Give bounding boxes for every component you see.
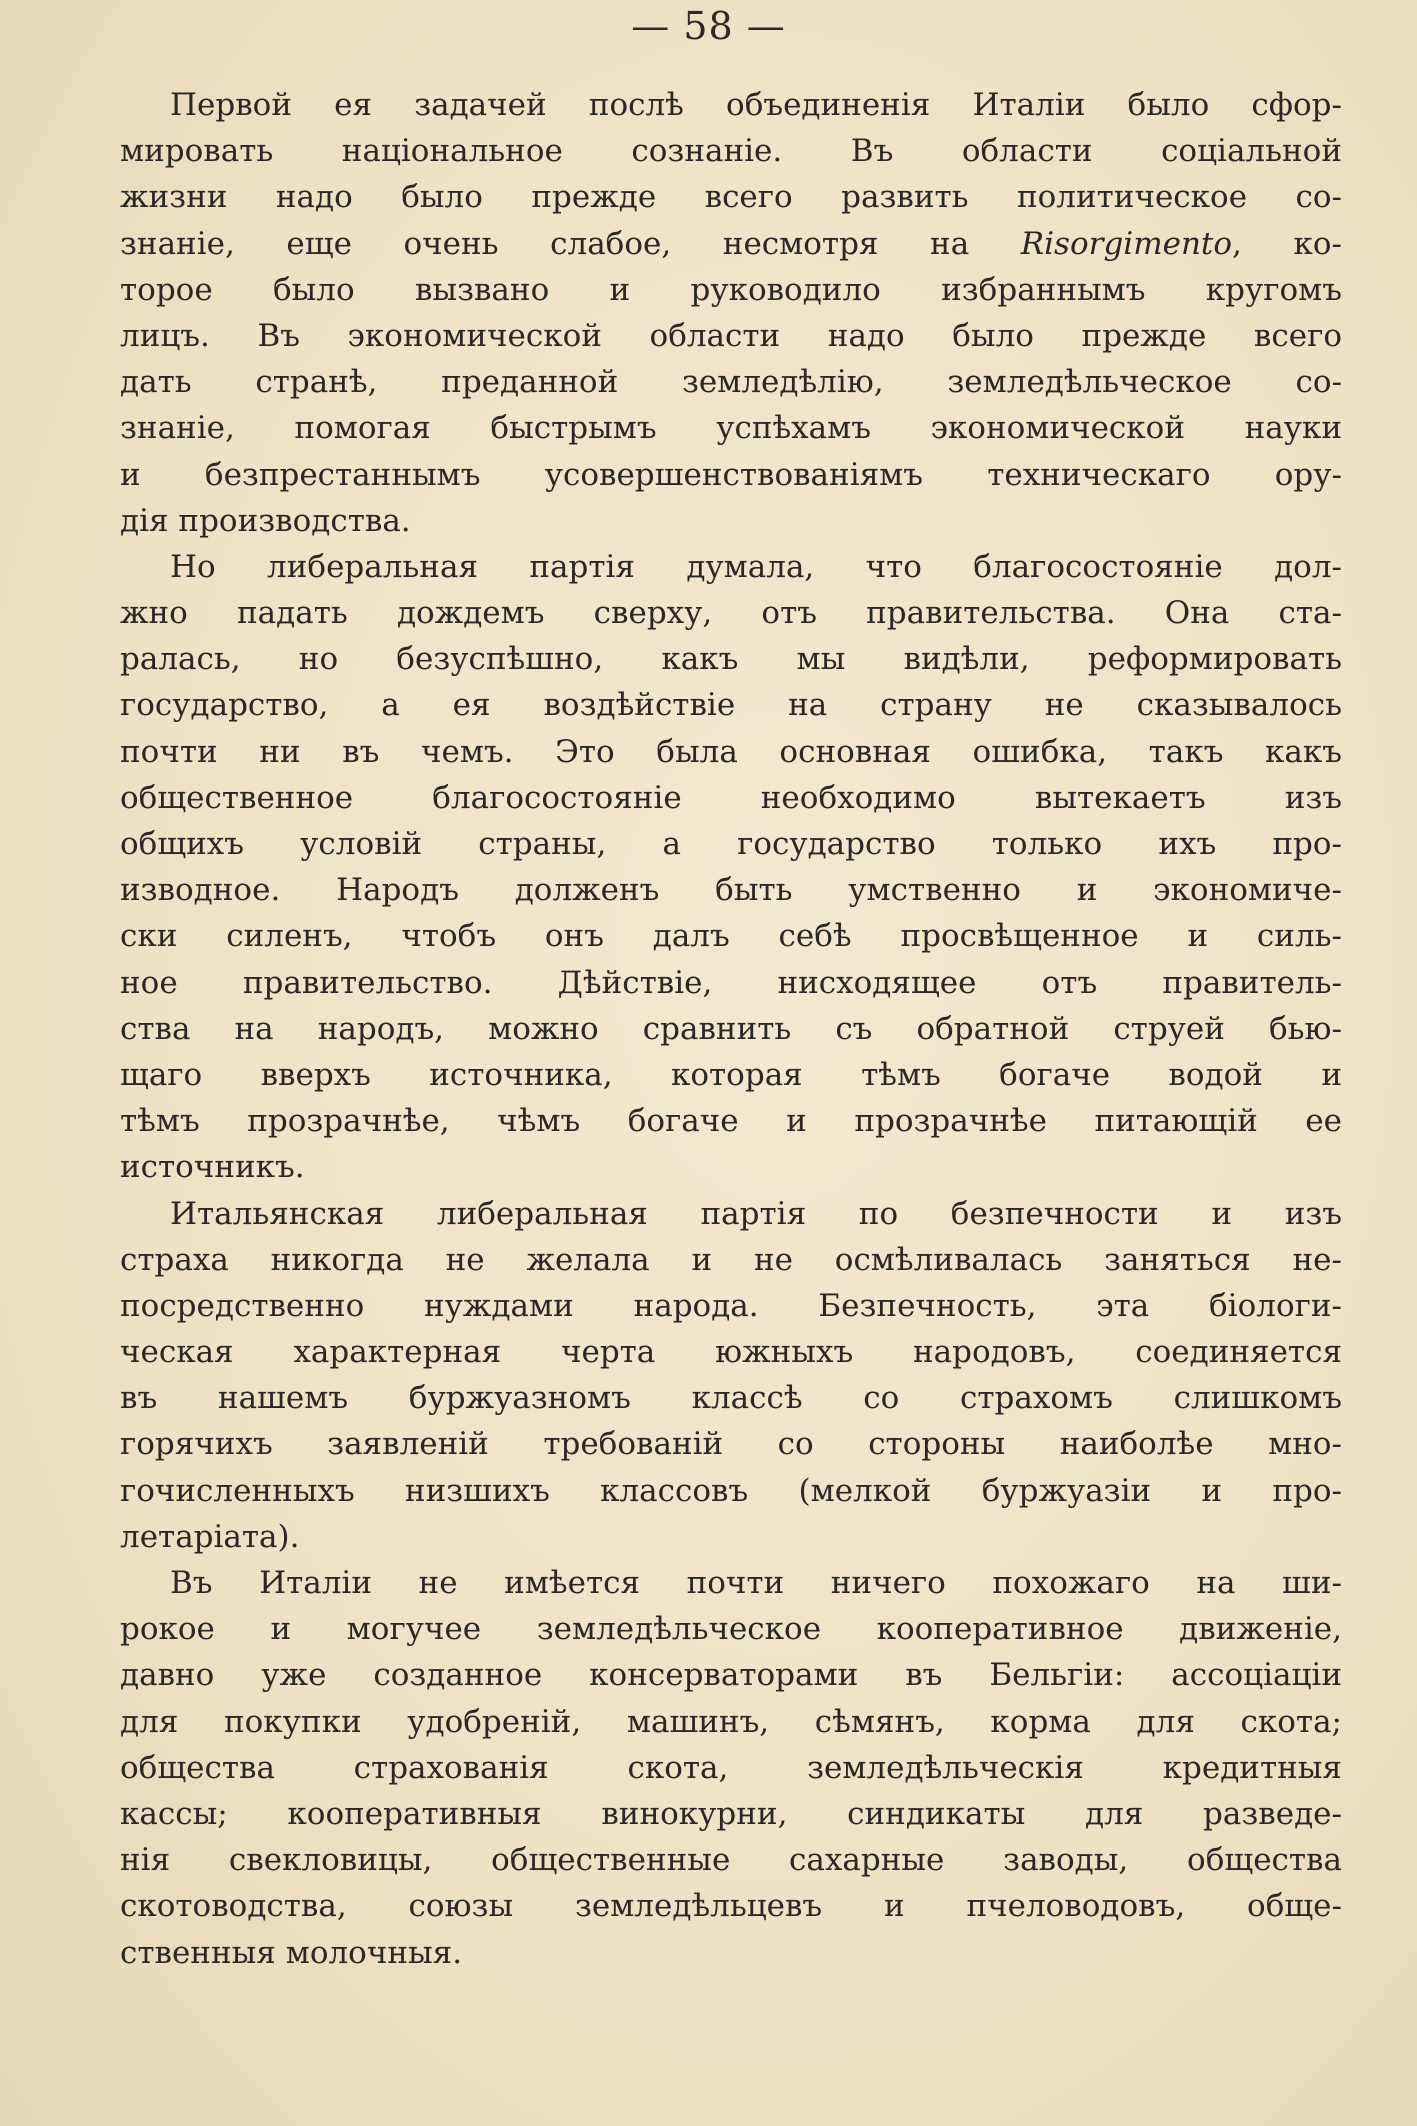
text-line: государство, а ея воздѣйствіе на страну не сказывалось xyxy=(120,687,1342,724)
text-line: Но либеральная партія думала, что благосостояніе дол- xyxy=(170,548,1342,585)
text-line: нія свекловицы, общественные сахарные заводы, общества xyxy=(120,1842,1342,1879)
text-line: дія производства. xyxy=(120,502,411,539)
text-line: давно уже созданное консерваторами въ Бельгіи: ассоціаціи xyxy=(120,1657,1342,1694)
text-line: общихъ условій страны, а государство только ихъ про- xyxy=(120,826,1342,862)
text-line: Итальянская либеральная партія по безпечности и изъ xyxy=(170,1195,1342,1232)
text-line: ственныя молочныя. xyxy=(120,1934,463,1971)
text-line: страха никогда не желала и не осмѣливалась заняться не- xyxy=(120,1241,1342,1278)
text-line: торое было вызвано и руководило избраннымъ кругомъ xyxy=(120,271,1342,308)
text-line: кассы; кооперативныя винокурни, синдикаты для разведе- xyxy=(120,1795,1342,1832)
text-line: Первой ея задачей послѣ объединенія Италіи было сфор- xyxy=(170,87,1342,123)
text-line: скотоводства, союзы земледѣльцевъ и пчеловодовъ, обще- xyxy=(120,1888,1342,1925)
italic-term: Risorgimento xyxy=(1020,225,1233,262)
text-line: посредственно нуждами народа. Безпечность, эта біологи- xyxy=(120,1287,1342,1324)
text-line: ческая характерная черта южныхъ народовъ, соединяется xyxy=(120,1334,1342,1371)
paragraph xyxy=(120,1191,1342,1561)
text-line: знаніе, помогая быстрымъ успѣхамъ экономической науки xyxy=(120,410,1342,447)
text-line: общества страхованія скота, земледѣльческія кредитныя xyxy=(120,1749,1342,1786)
text-line: дать странѣ, преданной земледѣлію, земледѣльческое со- xyxy=(120,364,1342,401)
text-line: изводное. Народъ долженъ быть умственно и экономиче- xyxy=(120,872,1342,909)
text-line: рокое и могучее земледѣльческое кооперативное движеніе, xyxy=(120,1611,1342,1648)
text-line: ралась, но безуспѣшно, какъ мы видѣли, реформировать xyxy=(120,641,1342,678)
text-line: источникъ. xyxy=(120,1149,305,1186)
text-line: ски силенъ, чтобъ онъ далъ себѣ просвѣщенное и силь- xyxy=(120,918,1342,955)
paragraph xyxy=(120,1560,1342,1976)
text-line: для покупки удобреній, машинъ, сѣмянъ, корма для скота; xyxy=(120,1703,1342,1740)
text-line: общественное благосостояніе необходимо вытекаетъ изъ xyxy=(120,779,1342,816)
text-line: ства на народъ, можно сравнить съ обратной струей бью- xyxy=(120,1010,1342,1047)
text-line: и безпрестаннымъ усовершенствованіямъ техническаго ору- xyxy=(120,456,1342,493)
text-line: почти ни въ чемъ. Это была основная ошибка, такъ какъ xyxy=(120,733,1342,770)
text-line: гочисленныхъ низшихъ классовъ (мелкой буржуазіи и про- xyxy=(120,1472,1342,1509)
text-line: въ нашемъ буржуазномъ классѣ со страхомъ слишкомъ xyxy=(120,1380,1342,1417)
text-line: лицъ. Въ экономической области надо было прежде всего xyxy=(120,317,1342,354)
text-line: Въ Италіи не имѣется почти ничего похожаго на ши- xyxy=(170,1565,1342,1601)
text-line: жно падать дождемъ сверху, отъ правительства. Она ста- xyxy=(120,595,1342,632)
text-line: щаго вверхъ источника, которая тѣмъ богаче водой и xyxy=(120,1056,1342,1093)
text-line: мировать національное сознаніе. Въ области соціальной xyxy=(120,133,1342,170)
text-line: жизни надо было прежде всего развить политическое со- xyxy=(120,179,1342,216)
text-line: горячихъ заявленій требованій со стороны наиболѣе мно- xyxy=(120,1426,1342,1463)
paragraph xyxy=(120,82,1342,544)
text-line: ное правительство. Дѣйствіе, нисходящее отъ правитель- xyxy=(120,964,1342,1001)
text-line: тѣмъ прозрачнѣе, чѣмъ богаче и прозрачнѣе питающій ее xyxy=(120,1103,1342,1140)
text-line: летаріата). xyxy=(120,1518,300,1555)
body-text xyxy=(120,82,1342,1976)
page-number: — 58 — xyxy=(631,4,786,48)
paragraph xyxy=(120,544,1342,1191)
text-line: знаніе, еще очень слабое, несмотря на Risorgimento, ко- xyxy=(120,225,1342,262)
